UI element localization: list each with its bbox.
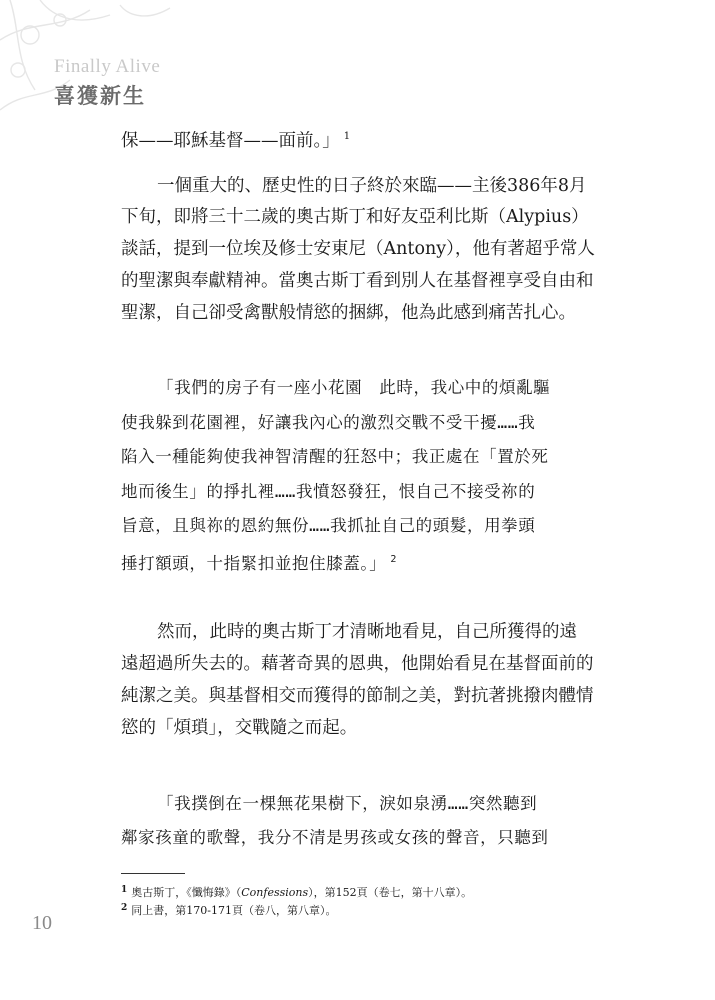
footnote-italic-title: Confessions	[241, 886, 309, 899]
paragraph1-line: 一個重大的、歷史性的日子終於來臨——主後386年8月	[157, 176, 587, 196]
paragraph1-line: 的聖潔與奉獻精神。當奧古斯丁看到別人在基督裡享受自由和	[121, 271, 594, 291]
quote1-line: 「我們的房子有一座小花園 此時，我心中的煩亂驅	[157, 378, 551, 397]
quote1-line: 使我躲到花園裡，好讓我內心的激烈交戰不受干擾……我	[121, 413, 536, 432]
footnote-text: 同上書，第170-171頁（卷八，第八章）。	[131, 904, 337, 917]
running-header-english: Finally Alive	[54, 56, 161, 77]
text-span: 保——耶穌基督——面前。」	[121, 131, 340, 151]
text-line	[121, 124, 350, 154]
footnote-ref-2[interactable]: 2	[390, 554, 397, 565]
paragraph1-line: 聖潔，自己卻受禽獸般情慾的捆綁，他為此感到痛苦扎心。	[121, 303, 576, 323]
footnote-2	[121, 902, 336, 918]
paragraph1-line: 下旬，即將三十二歲的奧古斯丁和好友亞利比斯（Alypius）	[121, 207, 589, 227]
footnote-1	[121, 884, 472, 900]
paragraph2-line: 然而，此時的奧古斯丁才清晰地看見，自己所獲得的遠	[157, 622, 577, 642]
quote2-line: 鄰家孩童的歌聲，我分不清是男孩或女孩的聲音，只聽到	[121, 828, 549, 847]
quote2-line: 「我撲倒在一棵無花果樹下，淚如泉湧……突然聽到	[157, 794, 538, 813]
paragraph2-line: 遠超過所失去的。藉著奇異的恩典，他開始看見在基督面前的	[121, 654, 594, 674]
footnote-ref-1[interactable]: 1	[343, 131, 351, 142]
footnote-divider	[121, 873, 185, 874]
quote1-line: 地而後生」的掙扎裡……我憤怒發狂，恨自己不接受祢的	[121, 482, 536, 501]
footnote-number: 1	[121, 885, 128, 895]
quote1-line	[121, 547, 397, 577]
page-number: 10	[32, 912, 52, 934]
running-header-chinese: 喜獲新生	[54, 84, 146, 108]
footnote-text: ），第152頁（卷七，第十八章）。	[308, 886, 473, 899]
paragraph2-line: 慾的「煩瑣」，交戰隨之而起。	[121, 718, 358, 738]
footnote-number: 2	[121, 903, 128, 913]
paragraph2-line: 純潔之美。與基督相交而獲得的節制之美，對抗著挑撥肉體情	[121, 686, 594, 706]
footnote-text: 奧古斯丁，《懺悔錄》（	[131, 886, 242, 899]
paragraph1-line: 談話，提到一位埃及修士安東尼（Antony），他有著超乎常人	[121, 239, 595, 259]
quote1-line: 陷入一種能夠使我神智清醒的狂怒中；我正處在「置於死	[121, 447, 549, 466]
quote1-line: 旨意，且與祢的恩約無份……我抓扯自己的頭髮，用拳頭	[121, 516, 536, 535]
text-span: 捶打額頭，十指緊扣並抱住膝蓋。」	[121, 554, 387, 573]
